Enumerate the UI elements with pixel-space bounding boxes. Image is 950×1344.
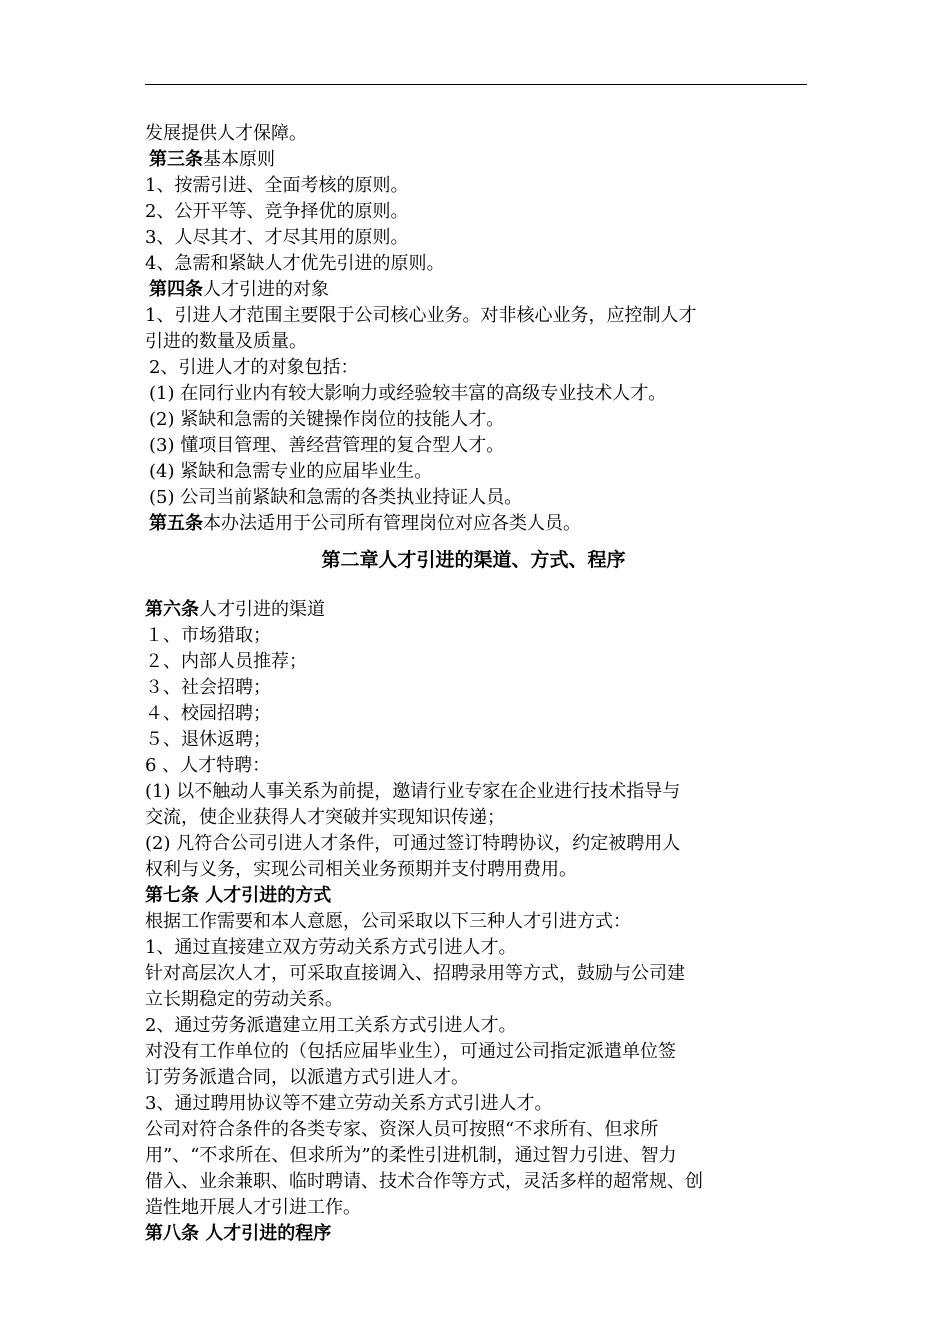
line-text: １、市场猎取； bbox=[145, 625, 271, 646]
line-text: 引进的数量及质量。 bbox=[145, 331, 307, 352]
paragraph-line bbox=[145, 1013, 810, 1039]
line-text: 1、通过直接建立双方劳动关系方式引进人才。 bbox=[145, 937, 517, 958]
paragraph-line bbox=[145, 1039, 810, 1065]
line-text: 3、通过聘用协议等不建立劳动关系方式引进人才。 bbox=[145, 1093, 553, 1114]
line-text: 6 、人才特聘： bbox=[145, 755, 271, 776]
line-text: 人才引进的对象 bbox=[203, 279, 329, 300]
article-number: 第七条 人才引进的方式 bbox=[145, 885, 332, 906]
line-text: 基本原则 bbox=[203, 149, 275, 170]
paragraph-line bbox=[145, 961, 810, 987]
paragraph-line bbox=[145, 381, 810, 407]
paragraph-line bbox=[145, 459, 810, 485]
paragraph-line bbox=[145, 433, 810, 459]
line-text: 3、人尽其才、才尽其用的原则。 bbox=[145, 227, 409, 248]
paragraph-line bbox=[145, 511, 810, 537]
line-text: 2、公开平等、竞争择优的原则。 bbox=[145, 201, 409, 222]
paragraph-line bbox=[145, 1117, 810, 1143]
article-number: 第八条 人才引进的程序 bbox=[145, 1223, 332, 1244]
article-number: 第六条 bbox=[145, 599, 199, 620]
paragraph-line bbox=[145, 701, 810, 727]
line-text: (4) 紧缺和急需专业的应届毕业生。 bbox=[149, 461, 433, 482]
paragraph-line bbox=[145, 329, 810, 355]
paragraph-line bbox=[145, 1065, 810, 1091]
paragraph-line bbox=[145, 303, 810, 329]
paragraph-line bbox=[145, 147, 810, 173]
document-body bbox=[145, 121, 810, 1247]
paragraph-line bbox=[145, 857, 810, 883]
line-text: ３、社会招聘； bbox=[145, 677, 271, 698]
line-text: 1、引进人才范围主要限于公司核心业务。对非核心业务，应控制人才 bbox=[145, 305, 697, 326]
article-number: 第五条 bbox=[149, 513, 203, 534]
line-text: 1、按需引进、全面考核的原则。 bbox=[145, 175, 409, 196]
line-text: 立长期稳定的劳动关系。 bbox=[145, 989, 343, 1010]
line-text: 2、引进人才的对象包括： bbox=[149, 357, 359, 378]
line-text: 订劳务派遣合同，以派遣方式引进人才。 bbox=[145, 1067, 469, 1088]
paragraph-line bbox=[145, 1091, 810, 1117]
paragraph-line bbox=[145, 173, 810, 199]
line-text: 交流，使企业获得人才突破并实现知识传递； bbox=[145, 807, 505, 828]
paragraph-line bbox=[145, 1195, 810, 1221]
paragraph-line bbox=[145, 121, 810, 147]
article-number: 第三条 bbox=[149, 149, 203, 170]
section-articles-6-8 bbox=[145, 597, 810, 1247]
paragraph-line bbox=[145, 1221, 810, 1247]
header-rule bbox=[145, 84, 807, 85]
line-text: (5) 公司当前紧缺和急需的各类执业持证人员。 bbox=[149, 487, 523, 508]
paragraph-line bbox=[145, 277, 810, 303]
line-text: (2) 凡符合公司引进人才条件，可通过签订特聘协议，约定被聘用人 bbox=[145, 833, 681, 854]
paragraph-line bbox=[145, 597, 810, 623]
line-text: 发展提供人才保障。 bbox=[145, 123, 307, 144]
paragraph-line bbox=[145, 407, 810, 433]
line-text: (1) 在同行业内有较大影响力或经验较丰富的高级专业技术人才。 bbox=[149, 383, 667, 404]
paragraph-line bbox=[145, 623, 810, 649]
line-text: 对没有工作单位的（包括应届毕业生），可通过公司指定派遣单位签 bbox=[145, 1041, 676, 1062]
paragraph-line bbox=[145, 779, 810, 805]
paragraph-line bbox=[145, 909, 810, 935]
line-text: ２、内部人员推荐； bbox=[145, 651, 307, 672]
paragraph-line bbox=[145, 485, 810, 511]
line-text: 人才引进的渠道 bbox=[199, 599, 325, 620]
line-text: 本办法适用于公司所有管理岗位对应各类人员。 bbox=[203, 513, 581, 534]
line-text: (2) 紧缺和急需的关键操作岗位的技能人才。 bbox=[149, 409, 505, 430]
paragraph-line bbox=[145, 199, 810, 225]
paragraph-line bbox=[145, 883, 810, 909]
paragraph-line bbox=[145, 753, 810, 779]
line-text: (3) 懂项目管理、善经营管理的复合型人才。 bbox=[149, 435, 505, 456]
line-text: ４、校园招聘； bbox=[145, 703, 271, 724]
line-text: 2、通过劳务派遣建立用工关系方式引进人才。 bbox=[145, 1015, 517, 1036]
line-text: 针对高层次人才，可采取直接调入、招聘录用等方式，鼓励与公司建 bbox=[145, 963, 685, 984]
paragraph-line bbox=[145, 987, 810, 1013]
paragraph-line bbox=[145, 831, 810, 857]
paragraph-line bbox=[145, 355, 810, 381]
line-text: 用”、“不求所在、但求所为”的柔性引进机制，通过智力引进、智力 bbox=[145, 1145, 677, 1166]
paragraph-line bbox=[145, 675, 810, 701]
paragraph-line bbox=[145, 1169, 810, 1195]
article-number: 第四条 bbox=[149, 279, 203, 300]
paragraph-line bbox=[145, 251, 810, 277]
line-text: (1) 以不触动人事关系为前提，邀请行业专家在企业进行技术指导与 bbox=[145, 781, 681, 802]
line-text: 根据工作需要和本人意愿，公司采取以下三种人才引进方式： bbox=[145, 911, 631, 932]
paragraph-line bbox=[145, 727, 810, 753]
paragraph-line bbox=[145, 225, 810, 251]
chapter-heading: 第二章人才引进的渠道、方式、程序 bbox=[321, 549, 626, 571]
line-text: 权利与义务，实现公司相关业务预期并支付聘用费用。 bbox=[145, 859, 577, 880]
line-text: 公司对符合条件的各类专家、资深人员可按照“不求所有、但求所 bbox=[145, 1119, 659, 1140]
line-text: ５、退休返聘； bbox=[145, 729, 271, 750]
line-text: 4、急需和紧缺人才优先引进的原则。 bbox=[145, 253, 445, 274]
paragraph-line bbox=[145, 649, 810, 675]
section-articles-3-5 bbox=[145, 121, 810, 537]
paragraph-line bbox=[145, 805, 810, 831]
paragraph-line bbox=[145, 935, 810, 961]
paragraph-line bbox=[145, 1143, 810, 1169]
line-text: 借入、业余兼职、临时聘请、技术合作等方式，灵活多样的超常规、创 bbox=[145, 1171, 703, 1192]
line-text: 造性地开展人才引进工作。 bbox=[145, 1197, 361, 1218]
